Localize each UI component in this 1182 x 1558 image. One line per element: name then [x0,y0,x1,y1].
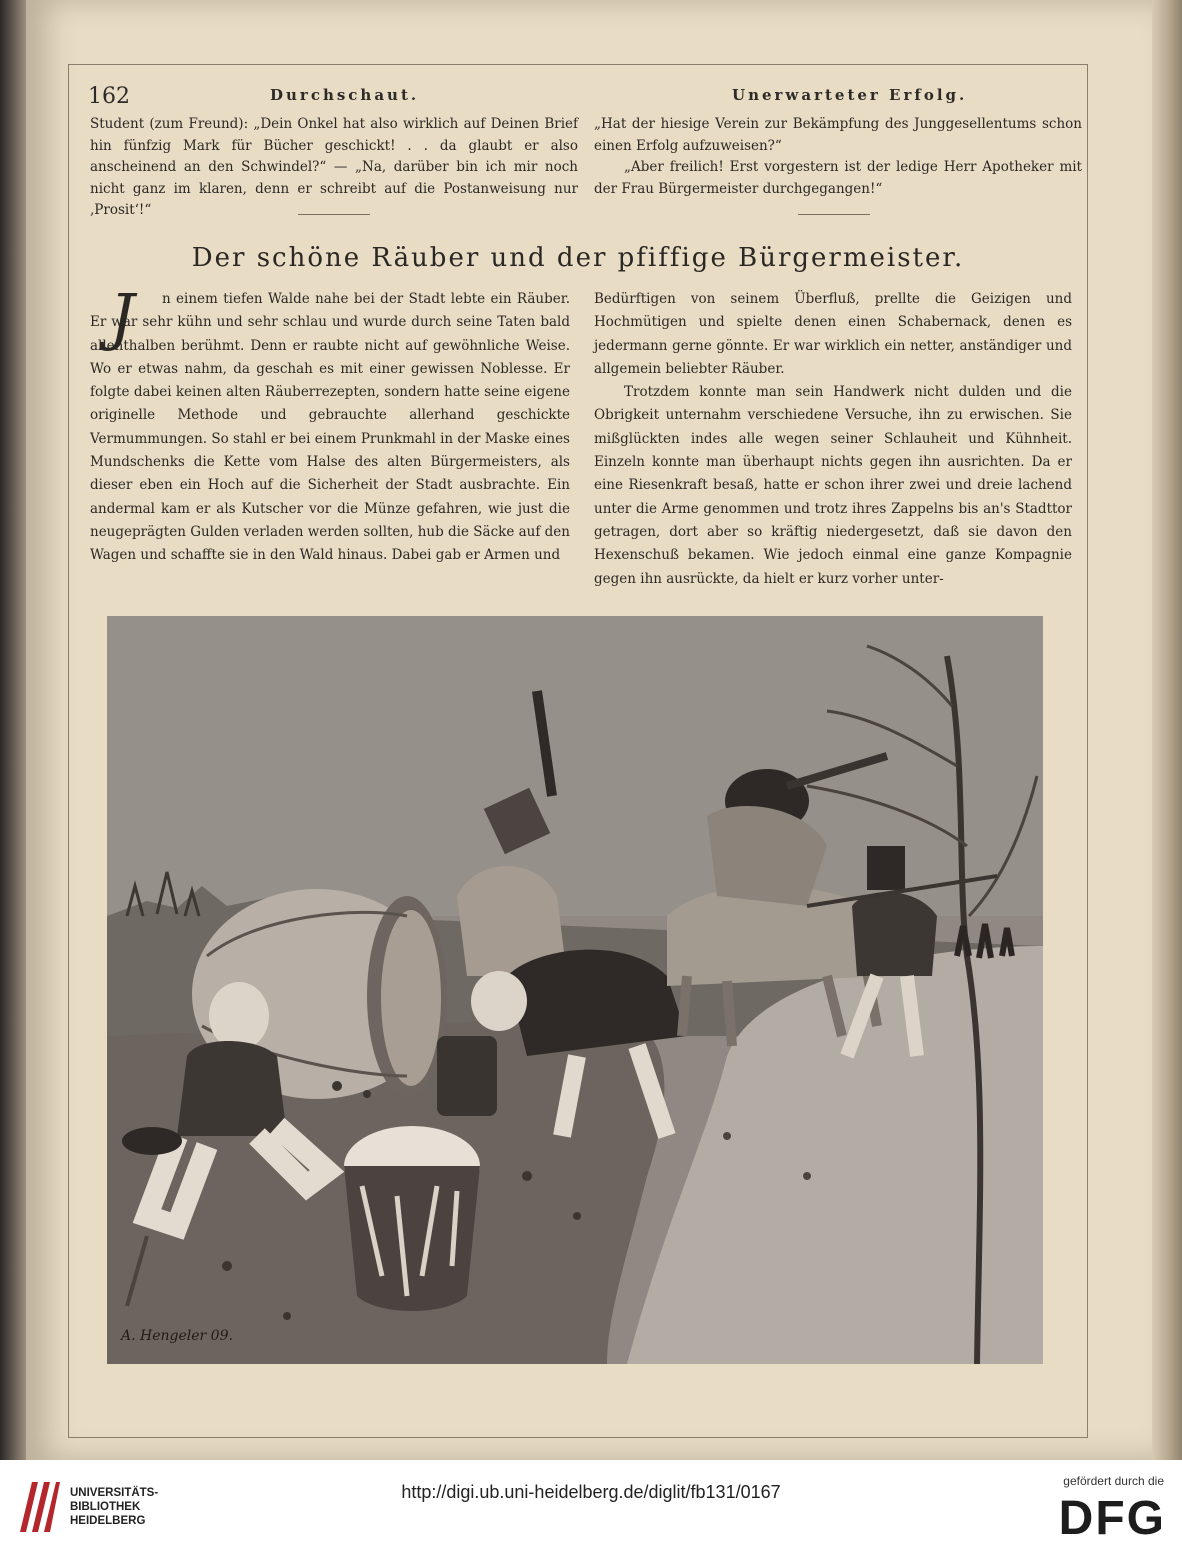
separator-right [798,214,870,215]
joke-right-answer: „Aber freilich! Erst vorgestern ist der ledige Herr Apotheker mit der Frau Bürgermeister durchgegangen!“ [594,159,1082,197]
article-column-right [594,288,1072,591]
page-edge [1152,0,1182,1460]
illustration-drawing [107,616,1043,1364]
artist-signature: A. Hengeler 09. [121,1328,233,1344]
article-title: Der schöne Räuber und der pfiffige Bürgermeister. [191,243,965,273]
institution-line: UNIVERSITÄTS- [70,1487,159,1499]
institution-line: BIBLIOTHEK [70,1501,141,1513]
drop-cap: J [109,280,135,353]
joke-left-text: Student (zum Freund): „Dein Onkel hat also wirklich auf Deinen Brief hin fünfzig Mark für Bücher geschickt! . . da glaubt er also anscheinend an den Schwindel?“ — „Na, darüber bin ich mir noch nicht ganz im klaren, denn er schreibt auf die Postanweisung nur ‚Prosit‘!“ [90,116,578,218]
article-paragraph: n einem tiefen Walde nahe bei der Stadt lebte ein Räuber. Er war sehr kühn und sehr schlau und wurde durch seine Taten bald allenthalben berühmt. Denn er raubte nicht auf gewöhnliche Weise. Wo er etwas nahm, da geschah es mit einer gewissen Noblesse. Er folgte dabei keinen alten Räuberrezepten, sondern hatte seine eigene originelle Methode und gebrauchte allerhand geschickte Vermummungen. So stahl er bei einem Prunkmahl in der Maske eines Mundschenks die Kette vom Halse des alten Bürgermeisters, als dieser eben ein Hoch auf die Sicherheit der Stadt ausbrachte. Ein andermal kam er als Kutscher vor die Münze gefahren, wie just die neugeprägten Gulden verladen werden sollten, hub die Säcke auf den Wagen und schaffte sie in den Wald hinaus. Dabei gab er Armen und [90,291,570,564]
funder-logo: DFG [1058,1492,1166,1545]
permalink-url[interactable]: http://digi.ub.uni-heidelberg.de/diglit/fb131/0167 [401,1482,781,1502]
article-paragraph: Trotzdem konnte man sein Handwerk nicht dulden und die Obrigkeit unternahm verschiedene Versuche, ihn zu erwischen. Sie mißglückten indes alle wegen seiner Schlauheit und Kühnheit. Einzeln konnte man überhaupt nichts gegen ihn ausrichten. Da er eine Riesenkraft besaß, hatte er schon ihrer zwei und dreie lachend unter die Arme genommen und trotz ihres Zappelns bis an's Stadttor getragen, dort aber so kräftig niedergesetzt, daß sie davon den Hexenschuß bekamen. Wie jedoch einmal eine ganze Kompagnie gegen ihn ausrückte, da hielt er kurz vorher unter- [594,384,1072,587]
header-right: Unerwarteter Erfolg. [732,86,968,104]
joke-right-question: „Hat der hiesige Verein zur Bekämpfung des Junggesellentums schon einen Erfolg aufzuweisen?“ [594,116,1082,154]
book-spine [0,0,28,1460]
article-paragraph: Bedürftigen von seinem Überfluß, prellte die Geizigen und Hochmütigen und spielte denen einen Schabernack, denen es jedermann gerne gönnte. Er war wirklich ein netter, anständiger und allgemein beliebter Räuber. [594,291,1072,377]
funding-note: gefördert durch die [1063,1474,1164,1488]
illustration [107,616,1043,1364]
separator-left [298,214,370,215]
viewer-footer [0,1460,1182,1558]
article-column-left [90,288,570,568]
institution-line: HEIDELBERG [70,1515,146,1527]
header-left: Durchschaut. [270,86,420,104]
joke-right [594,114,1082,200]
joke-left [90,114,578,222]
page-number: 162 [88,84,130,109]
